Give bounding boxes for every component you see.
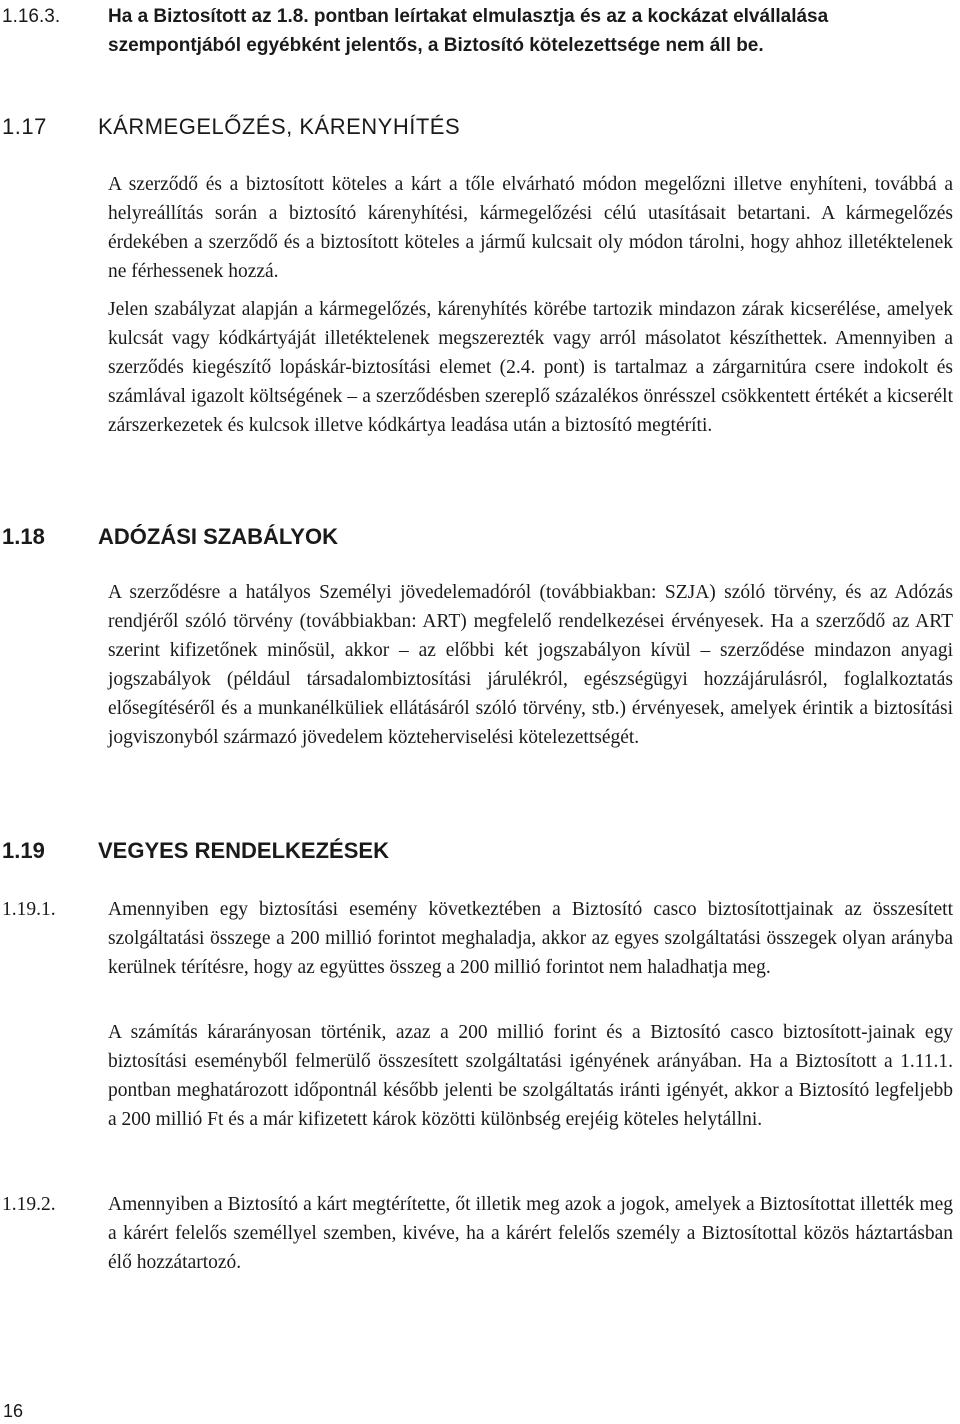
paragraph: Jelen szabályzat alapján a kármegelőzés, kárenyhítés körébe tartozik mindazon zárak kicserélése, amelyek kulcsát vagy kódkártyáját illetéktelenek megszerezték vagy arról másolatot készíthettek. Amennyiben a szerződés kiegészítő lopáskár-biztosítási elemet (2.4. pont) is tartalmaz a zárgarnitúra csere indokolt és számlával igazolt költségének – a szerződésben szereplő százalékos önrésszel csökkentett értékét a kicserélt zárszerkezetek és kulcsok illetve kódkártya leadása után a biztosító megtéríti. [108,299,953,436]
section-number: 1.18 [2,524,45,549]
paragraph: A szerződő és a biztosított köteles a kárt a tőle elvárható módon megelőzni illetve enyhíteni, továbbá a helyreállítás során a biztosító kárenyhítési, kármegelőzési célú utasításait betartani. A kármegelőzés érdekében a szerződő és a biztosított köteles a jármű kulcsait oly módon tárolni, hogy ahhoz illetéktelenek ne férhessenek hozzá. [108,174,953,282]
item-number: 1.19.1. [2,899,56,920]
section-title: KÁRMEGELŐZÉS, KÁRENYHÍTÉS [98,114,461,139]
section-title: ADÓZÁSI SZABÁLYOK [98,524,338,549]
section-number: 1.17 [2,114,47,139]
section-title: VEGYES RENDELKEZÉSEK [98,838,389,863]
item-number: 1.19.2. [2,1194,56,1215]
paragraph: A számítás kárarányosan történik, azaz a 200 millió forint és a Biztosító casco biztosított-jainak egy biztosítási eseményből felmerülő összesített szolgáltatási igényének arányában. Ha a Biztosított a 1.11.1. pontban meghatározott időpontnál később jelenti be szolgáltatás iránti igényét, akkor a Biztosító legfeljebb a 200 millió Ft és a már kifizetett károk közötti különbség erejéig köteles helytállni. [108,1022,953,1130]
paragraph: Amennyiben a Biztosító a kárt megtérítette, őt illetik meg azok a jogok, amelyek a Biztosítottat illették meg a kárért felelős személlyel szemben, kivéve, ha a kárért felelős személy a Biztosítottal közös háztartásban élő hozzátartozó. [108,1194,953,1273]
item-number: 1.16.3. [2,6,61,27]
section-number: 1.19 [2,838,45,863]
paragraph: A szerződésre a hatályos Személyi jövedelemadóról (továbbiakban: SZJA) szóló törvény, és az Adózás rendjéről szóló törvény (továbbiakban: ART) megfelelő rendelkezései érvényesek. Ha a szerződő az ART szerint kifizetőnek minősül, akkor – az előbbi két jogszabályon kívül – szerződése mindazon anyagi jogszabályok (például társadalombiztosítási járulékról, egészségügyi hozzájárulásról, foglalkoztatás elősegítéséről és a munkanélküliek ellátásáról szóló törvény, stb.) érvényesek, amelyek érintik a biztosítási jogviszonyból származó jövedelem közteherviselési kötelezettségét. [108,582,953,748]
paragraph: Amennyiben egy biztosítási esemény következtében a Biztosító casco biztosítottjainak az összesített szolgáltatási összege a 200 millió forintot meghaladja, akkor az egyes szolgáltatási összegek olyan arányba kerülnek térítésre, hogy az együttes összeg a 200 millió forintot nem haladhatja meg. [108,899,953,978]
item-text: Ha a Biztosított az 1.8. pontban leírtakat elmulasztja és az a kockázat elvállalása szempontjából egyébként jelentős, a Biztosító kötelezettsége nem áll be. [108,6,829,56]
page-number: 16 [3,1401,24,1421]
